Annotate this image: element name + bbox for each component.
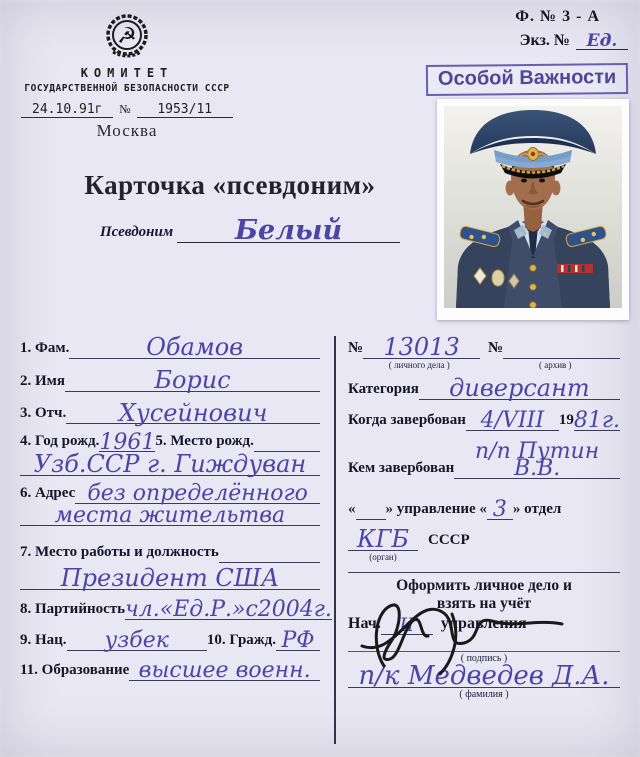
- field-birthyear-label: 4. Год рожд.: [20, 433, 100, 450]
- field-address-value2: места жительтва: [54, 503, 286, 529]
- field-work: [20, 544, 320, 563]
- field-address-label: 6. Адрес: [20, 485, 76, 502]
- classification-stamp: Особой Важности: [426, 63, 629, 96]
- organ-country-label: СССР: [428, 531, 470, 548]
- directorate-quote-open: «: [348, 501, 356, 518]
- recruited-by-value: п/п Путин В.В.: [475, 438, 600, 482]
- case-number-label: №: [348, 339, 364, 356]
- section-divider-line: [348, 572, 620, 573]
- doc-number-value: 1953/11: [137, 103, 233, 118]
- field-work-value-row: [20, 563, 320, 592]
- number-sign: №: [119, 102, 131, 116]
- svg-text:☭: ☭: [117, 24, 137, 49]
- copy-value: Ед.: [576, 34, 628, 50]
- chief-value: II: [399, 614, 415, 637]
- category-value: диверсант: [449, 373, 590, 402]
- id-photo: [437, 99, 629, 320]
- form-code: Ф. № 3 - А: [515, 8, 600, 25]
- field-nationality-value: узбек: [104, 627, 169, 653]
- instruction-line1: Оформить личное дело и: [396, 576, 572, 594]
- signature-line: [348, 651, 620, 652]
- directorate-mid-label: » управление «: [385, 501, 487, 518]
- soviet-emblem-icon: [103, 12, 151, 62]
- directorate-end-label: » отдел: [512, 501, 562, 518]
- field-birthplace-value: Узб.ССР г. Гиждуван: [33, 450, 307, 479]
- field-education-value: высшее военн.: [138, 657, 311, 683]
- ribbon-bar: [557, 264, 593, 273]
- field-surname-value: Обамов: [146, 333, 244, 361]
- surname-value: п/к Медведев Д.А.: [358, 660, 610, 691]
- organ-sub: (орган): [369, 551, 397, 562]
- field-surname: [20, 333, 320, 361]
- field-firstname-label: 2. Имя: [20, 372, 65, 389]
- pseudonym-line: [100, 215, 400, 246]
- field-education-label: 11. Образование: [20, 661, 130, 678]
- archive-number-sub: ( архив ): [538, 359, 572, 370]
- directorate-blank: [356, 506, 386, 520]
- field-nationality-citizenship: [20, 627, 320, 653]
- column-divider: [334, 336, 336, 744]
- copy-label: Экз. №: [519, 32, 570, 49]
- field-education: [20, 657, 320, 683]
- recruited-by-label: Кем завербован: [348, 460, 455, 477]
- case-numbers-subrow: [348, 359, 620, 370]
- header-form-block: [408, 8, 628, 95]
- field-patronymic-label: 3. Отч.: [20, 405, 67, 422]
- case-numbers-row: [348, 333, 620, 361]
- signature-sub: ( подпись ): [460, 652, 508, 664]
- recruited-year-prefix: 19: [558, 411, 574, 428]
- copy-number-line: [408, 32, 628, 50]
- field-address-value-row: [20, 503, 320, 529]
- surname-sub: ( фамилия ): [459, 688, 509, 700]
- org-name-line1: КОМИТЕТ: [80, 66, 174, 80]
- category-label: Категория: [348, 380, 419, 397]
- field-nationality-label: 9. Нац.: [20, 631, 67, 648]
- field-work-label: 7. Место работы и должность: [20, 543, 219, 560]
- pseudonym-label: Псевдоним: [100, 223, 174, 240]
- field-party-label: 8. Партийность: [20, 600, 126, 617]
- page-title: Карточка «псевдоним»: [84, 170, 376, 200]
- organ-row: [348, 525, 620, 554]
- archive-number-value: [558, 336, 565, 361]
- category-row: [348, 373, 620, 402]
- field-birthplace-value-row: [20, 450, 320, 479]
- header-org-block: [8, 12, 246, 141]
- org-name-line2: ГОСУДАРСТВЕННОЙ БЕЗОПАСНОСТИ СССР: [24, 83, 230, 94]
- case-number-value: 13013: [383, 333, 460, 361]
- recruited-when-label: Когда завербован: [348, 411, 466, 428]
- case-number-sub: ( личного дела ): [388, 359, 450, 370]
- directorate-row: [348, 497, 620, 523]
- field-address: [20, 481, 320, 507]
- pseudonym-value: Белый: [234, 215, 343, 246]
- date-value: 24.10.91г: [21, 103, 113, 118]
- personal-data-column: [20, 333, 332, 683]
- date-number-line: [8, 102, 246, 118]
- recruited-when-value: 4/VIII: [480, 407, 545, 433]
- recruited-when-row: [348, 407, 620, 433]
- city-label: Москва: [96, 121, 158, 140]
- field-party-value: чл.«Ед.Р.»с2004г.: [125, 596, 332, 622]
- chief-label: Нач.: [348, 614, 381, 632]
- field-party: [20, 596, 332, 622]
- field-firstname-value: Борис: [154, 365, 231, 394]
- field-address-value1: без определённого: [87, 481, 308, 507]
- surname-row: [348, 660, 620, 691]
- field-patronymic: [20, 398, 320, 427]
- officer-portrait-image: [444, 106, 622, 308]
- field-surname-label: 1. Фам.: [20, 339, 70, 356]
- chief-row: [348, 615, 620, 635]
- organ-value: КГБ: [356, 525, 410, 554]
- field-work-value: Президент США: [60, 563, 280, 592]
- field-firstname: [20, 365, 320, 394]
- field-patronymic-value: Хусейнович: [118, 398, 268, 427]
- field-birthplace-label: 5. Место рожд.: [155, 433, 254, 450]
- field-birthyear-value: 1961: [99, 429, 156, 455]
- field-work-blank: [219, 549, 320, 563]
- recruited-by-row: [348, 438, 620, 482]
- chief-suffix: управления: [440, 614, 527, 632]
- field-citizenship-label: 10. Гражд.: [206, 631, 276, 648]
- archive-number-label: №: [488, 339, 504, 356]
- case-data-column: [348, 333, 620, 700]
- recruited-year-value: 81г.: [573, 407, 620, 433]
- instruction-line2: взять на учёт: [436, 594, 532, 612]
- field-citizenship-value: РФ: [281, 627, 315, 653]
- organ-subrow: [348, 552, 418, 562]
- directorate-value: 3: [492, 497, 507, 523]
